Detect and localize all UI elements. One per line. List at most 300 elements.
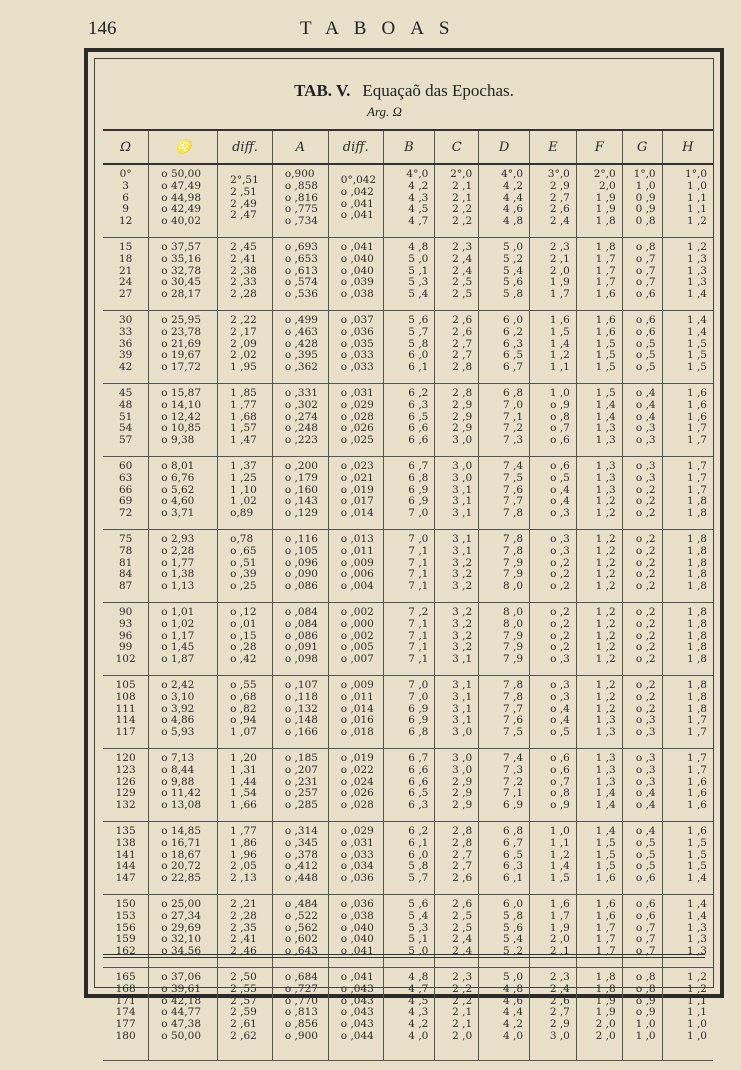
- cell-value: o 8,44: [161, 763, 195, 776]
- cell-value: 1 ,5: [686, 836, 707, 849]
- cell-value: o ,2: [550, 629, 570, 642]
- cell-value: 0 ,8: [635, 215, 656, 228]
- cell-value: 4 ,0: [502, 1029, 524, 1042]
- cell-value: o ,179: [284, 471, 318, 484]
- cell-value: 1 ,7: [549, 288, 570, 301]
- column-header: G: [622, 130, 662, 164]
- cell-value: o 37,06: [161, 971, 201, 983]
- cell-value: 7 ,0: [408, 679, 429, 691]
- cell-value: 42: [118, 361, 133, 374]
- cell-value: 4 ,4: [502, 1006, 524, 1019]
- column-header: ♌: [149, 130, 218, 164]
- cell-value: 1 ,4: [686, 909, 707, 922]
- table-cell: [383, 384, 435, 457]
- cell-value: 1 ,3: [595, 422, 616, 435]
- cell-value: 57: [118, 434, 133, 447]
- cell-value: 7 ,1: [408, 544, 429, 557]
- cell-value: 1 ,8: [595, 215, 616, 228]
- cell-value: o,900: [284, 168, 315, 180]
- cell-value: 2 ,4: [452, 933, 473, 946]
- cell-value: 1 ,8: [595, 241, 616, 253]
- cell-value: 3 ,0: [452, 763, 473, 776]
- cell-value: 7 ,9: [502, 653, 524, 666]
- cell-value: 3 ,0: [549, 1029, 570, 1042]
- cell-value: 90: [118, 606, 133, 618]
- cell-value: 99: [118, 641, 133, 654]
- cell-value: 54: [118, 422, 133, 435]
- cell-value: 1 ,3: [686, 945, 707, 958]
- cell-value: o ,118: [284, 690, 318, 703]
- cell-value: 7 ,0: [408, 507, 429, 520]
- cell-value: o ,107: [284, 679, 318, 691]
- table-cell: [218, 457, 273, 530]
- cell-value: 5 ,4: [408, 288, 429, 301]
- cell-value: 1 ,4: [595, 787, 616, 800]
- cell-value: 1 ,5: [686, 860, 707, 873]
- table-cell: [149, 968, 218, 1061]
- cell-value: o ,3: [635, 726, 656, 739]
- cell-value: 2°,0: [450, 168, 473, 180]
- cell-value: 174: [115, 1006, 136, 1019]
- cell-value: 1 ,7: [686, 483, 707, 496]
- cell-value: 2 ,9: [452, 398, 473, 411]
- cell-value: o ,285: [284, 799, 318, 812]
- cell-value: 1 ,0: [549, 825, 570, 837]
- table-row-block: [103, 749, 713, 822]
- table-cell: [103, 311, 149, 384]
- cell-value: 21: [118, 264, 133, 277]
- cell-value: 120: [115, 752, 136, 764]
- cell-value: 1 ,3: [595, 460, 616, 472]
- table-cell: [576, 238, 622, 311]
- diff-value: o ,01: [230, 617, 257, 630]
- table-cell: [662, 968, 713, 1061]
- cell-value: o ,2: [635, 580, 656, 593]
- cell-value: 8 ,0: [502, 580, 524, 593]
- cell-value: o 9,38: [161, 434, 195, 447]
- diff-value: o ,021: [340, 471, 374, 484]
- cell-value: o ,574: [284, 276, 318, 289]
- table-cell: [662, 822, 713, 895]
- cell-value: 6 ,5: [408, 787, 429, 800]
- cell-value: 7 ,9: [502, 568, 524, 581]
- diff-value: o ,036: [340, 872, 374, 885]
- cell-value: 111: [115, 702, 136, 715]
- cell-value: 7 ,1: [502, 410, 524, 423]
- cell-value: o 47,49: [161, 179, 201, 192]
- cell-value: o 28,17: [161, 288, 201, 301]
- cell-value: 39: [118, 349, 133, 362]
- cell-value: 1 ,2: [595, 653, 616, 666]
- cell-value: o ,9: [635, 994, 656, 1007]
- cell-value: o ,8: [635, 241, 656, 253]
- cell-value: 33: [118, 325, 133, 338]
- cell-value: o ,3: [635, 434, 656, 447]
- table-cell: [383, 749, 435, 822]
- diff-value: o ,94: [230, 714, 257, 727]
- cell-value: 6 ,2: [408, 387, 429, 399]
- cell-value: o 19,67: [161, 349, 201, 362]
- diff-value: o ,25: [230, 580, 257, 593]
- cell-value: 3 ,1: [452, 495, 473, 508]
- cell-value: 1 ,6: [686, 787, 707, 800]
- cell-value: o ,132: [284, 702, 318, 715]
- cell-value: o ,105: [284, 544, 318, 557]
- cell-value: 6 ,9: [502, 799, 524, 812]
- cell-value: 1 ,2: [686, 971, 707, 983]
- cell-value: 2 ,2: [452, 982, 473, 995]
- cell-value: 2°,0: [593, 168, 616, 180]
- cell-value: o ,7: [550, 422, 570, 435]
- cell-value: 6 ,1: [408, 836, 429, 849]
- cell-value: 3°,0: [547, 168, 570, 180]
- cell-value: o 14,10: [161, 398, 201, 411]
- cell-value: 141: [115, 848, 136, 861]
- table-cell: [383, 238, 435, 311]
- cell-value: 2 ,6: [452, 314, 473, 326]
- table-cell: [383, 457, 435, 530]
- cell-value: 2 ,4: [452, 252, 473, 265]
- table-row-block: [103, 238, 713, 311]
- table-cell: [149, 749, 218, 822]
- cell-value: o ,2: [550, 568, 570, 581]
- diff-value: o ,041: [340, 945, 374, 958]
- cell-value: 1 ,0: [686, 1029, 707, 1042]
- table-cell: [530, 749, 577, 822]
- cell-value: 1 ,6: [686, 387, 707, 399]
- cell-value: 60: [118, 460, 133, 472]
- cell-value: o ,231: [284, 775, 318, 788]
- cell-value: 5 ,2: [502, 252, 524, 265]
- table-cell: [662, 457, 713, 530]
- table-cell: [103, 822, 149, 895]
- cell-value: 6 ,8: [408, 726, 429, 739]
- cell-value: 3 ,1: [452, 483, 473, 496]
- cell-value: 1 ,8: [686, 690, 707, 703]
- cell-value: o ,2: [550, 617, 570, 630]
- table-cell: [149, 457, 218, 530]
- cell-value: o 10,85: [161, 422, 201, 435]
- table-cell: [662, 384, 713, 457]
- diff-column: [329, 753, 383, 821]
- running-head: TABOAS: [300, 18, 465, 39]
- cell-value: 8 ,0: [502, 606, 524, 618]
- cell-value: 1 ,5: [686, 361, 707, 374]
- diff-value: o ,043: [340, 982, 374, 995]
- cell-value: 7 ,1: [408, 641, 429, 654]
- cell-value: 1 ,8: [686, 629, 707, 642]
- cell-value: 63: [118, 471, 133, 484]
- cell-value: 2 ,2: [452, 215, 473, 228]
- cell-value: o ,3: [550, 690, 570, 703]
- diff-value: 1 ,02: [230, 495, 257, 508]
- cell-value: 1 ,5: [686, 349, 707, 362]
- table-cell: [435, 603, 479, 676]
- cell-value: 4 ,6: [502, 203, 524, 216]
- cell-value: 1 ,7: [686, 471, 707, 484]
- table-cell: [103, 238, 149, 311]
- table-row-block: [103, 164, 713, 238]
- cell-value: 1 ,3: [595, 726, 616, 739]
- cell-value: o ,3: [635, 752, 656, 764]
- cell-value: 1 ,7: [686, 434, 707, 447]
- cell-value: 15: [118, 241, 133, 253]
- cell-value: 5 ,3: [408, 921, 429, 934]
- cell-value: 6 ,5: [502, 848, 524, 861]
- cell-value: 138: [115, 836, 136, 849]
- cell-value: o ,4: [635, 387, 656, 399]
- table-cell: [328, 311, 383, 384]
- diff-value: 2 ,49: [230, 197, 257, 210]
- table-argument: Arg. Ω: [367, 104, 402, 119]
- bottom-rule: [103, 954, 705, 955]
- cell-value: o 8,01: [161, 460, 195, 472]
- cell-value: o 15,87: [161, 387, 201, 399]
- cell-value: 84: [118, 568, 133, 581]
- cell-value: o ,098: [284, 653, 318, 666]
- cell-value: o ,3: [635, 422, 656, 435]
- cell-value: 9: [122, 203, 129, 216]
- cell-value: o ,3: [635, 460, 656, 472]
- cell-value: o 11,42: [161, 787, 201, 800]
- diff-value: 2 ,51: [230, 185, 257, 198]
- table-cell: [218, 164, 273, 238]
- table-cell: [530, 311, 577, 384]
- cell-value: o ,257: [284, 787, 318, 800]
- cell-value: o 30,45: [161, 276, 201, 289]
- cell-value: o ,116: [284, 533, 318, 545]
- column-header: D: [479, 130, 530, 164]
- diff-value: o ,036: [340, 898, 374, 910]
- cell-value: 7 ,0: [408, 533, 429, 545]
- table-cell: [479, 384, 530, 457]
- cell-value: 1 ,6: [686, 398, 707, 411]
- table-label: TAB. V.: [294, 81, 351, 100]
- cell-value: 1 ,5: [595, 848, 616, 861]
- cell-value: 5 ,8: [502, 288, 524, 301]
- cell-value: o ,345: [284, 836, 318, 849]
- cell-value: 75: [118, 533, 133, 545]
- cell-value: 2 ,4: [452, 945, 473, 958]
- diff-value: o ,040: [340, 264, 374, 277]
- cell-value: 7 ,2: [502, 775, 524, 788]
- cell-value: o ,6: [550, 763, 570, 776]
- diff-value: 0°,042: [340, 174, 377, 186]
- cell-value: 1 ,6: [595, 909, 616, 922]
- cell-value: 1 ,2: [595, 641, 616, 654]
- cell-value: o 1,17: [161, 629, 195, 642]
- cell-value: o ,2: [635, 483, 656, 496]
- table-cell: [272, 384, 328, 457]
- cell-value: 1 ,7: [686, 752, 707, 764]
- cell-value: o ,248: [284, 422, 318, 435]
- diff-value: 2 ,22: [230, 314, 257, 326]
- diff-value: 2 ,45: [230, 241, 257, 253]
- cell-value: o ,4: [550, 483, 570, 496]
- cell-value: o 2,42: [161, 679, 195, 691]
- cell-value: o ,223: [284, 434, 318, 447]
- cell-value: 1 ,2: [686, 241, 707, 253]
- table-cell: [149, 676, 218, 749]
- cell-value: 1 ,8: [686, 556, 707, 569]
- diff-value: o ,024: [340, 775, 374, 788]
- cell-value: o ,207: [284, 763, 318, 776]
- cell-value: 4 ,2: [408, 1018, 429, 1031]
- cell-value: 1 ,1: [549, 836, 570, 849]
- cell-value: 1 ,3: [595, 763, 616, 776]
- table-cell: [272, 968, 328, 1061]
- cell-value: 1 ,4: [686, 325, 707, 338]
- table-cell: [662, 676, 713, 749]
- cell-value: o ,3: [635, 775, 656, 788]
- cell-value: 7 ,1: [408, 629, 429, 642]
- diff-value: o ,033: [340, 361, 374, 374]
- cell-value: o ,302: [284, 398, 318, 411]
- cell-value: 5 ,7: [408, 325, 429, 338]
- diff-value: 2 ,35: [230, 921, 257, 934]
- diff-value: 2 ,09: [230, 337, 257, 350]
- diff-value: o ,019: [340, 483, 374, 496]
- cell-value: 78: [118, 544, 133, 557]
- cell-value: 171: [115, 994, 136, 1007]
- column-header: diff.: [328, 130, 383, 164]
- cell-value: 1 ,8: [686, 702, 707, 715]
- diff-value: o ,42: [230, 653, 257, 666]
- diff-value: 2 ,41: [230, 933, 257, 946]
- diff-value: 1 ,20: [230, 752, 257, 764]
- cell-value: o 34,56: [161, 945, 201, 958]
- table-cell: [149, 530, 218, 603]
- cell-value: o ,428: [284, 337, 318, 350]
- table-cell: [435, 384, 479, 457]
- cell-value: 5 ,7: [408, 872, 429, 885]
- table-cell: [662, 749, 713, 822]
- cell-value: o ,2: [550, 606, 570, 618]
- table-cell: [530, 676, 577, 749]
- cell-value: 1 ,2: [595, 679, 616, 691]
- cell-value: 1 ,3: [595, 434, 616, 447]
- cell-value: 7 ,2: [408, 606, 429, 618]
- cell-value: o 17,72: [161, 361, 201, 374]
- cell-value: 5 ,6: [502, 921, 524, 934]
- cell-value: 1 ,6: [686, 775, 707, 788]
- cell-value: 6 ,8: [502, 387, 524, 399]
- table-cell: [530, 603, 577, 676]
- table-cell: [328, 238, 383, 311]
- cell-value: o ,395: [284, 349, 318, 362]
- cell-value: 4 ,5: [408, 994, 429, 1007]
- cell-value: 1 ,6: [686, 825, 707, 837]
- cell-value: 2 ,5: [452, 288, 473, 301]
- diff-value: o ,040: [340, 933, 374, 946]
- table-cell: [383, 822, 435, 895]
- cell-value: 114: [115, 714, 136, 727]
- cell-value: 4 ,8: [408, 971, 429, 983]
- cell-value: 81: [118, 556, 133, 569]
- cell-value: 6 ,2: [408, 825, 429, 837]
- cell-value: o 25,00: [161, 898, 201, 910]
- cell-value: 1 ,0: [635, 1029, 656, 1042]
- table-cell: [479, 676, 530, 749]
- cell-value: 6 ,3: [502, 860, 524, 873]
- cell-value: 6 ,9: [408, 495, 429, 508]
- cell-value: 144: [115, 860, 136, 873]
- cell-value: 1 ,9: [595, 191, 616, 204]
- diff-column: [329, 607, 383, 675]
- table-cell: [435, 457, 479, 530]
- cell-value: 2 ,4: [549, 215, 570, 228]
- cell-value: 6 ,3: [408, 799, 429, 812]
- diff-value: o ,007: [340, 653, 374, 666]
- cell-value: 1 ,2: [595, 556, 616, 569]
- table-cell: [383, 968, 435, 1061]
- table-cell: [530, 530, 577, 603]
- cell-value: o ,6: [635, 872, 656, 885]
- cell-value: 2 ,7: [452, 349, 473, 362]
- cell-value: 36: [118, 337, 133, 350]
- cell-value: 1 ,5: [595, 361, 616, 374]
- cell-value: o ,084: [284, 617, 318, 630]
- cell-value: 2 ,9: [452, 410, 473, 423]
- cell-value: 1 ,9: [549, 921, 570, 934]
- diff-value: o ,000: [340, 617, 374, 630]
- table-cell: [103, 603, 149, 676]
- cell-value: o 23,78: [161, 325, 201, 338]
- diff-column: [329, 534, 383, 602]
- diff-value: 2 ,17: [230, 325, 257, 338]
- cell-value: 45: [118, 387, 133, 399]
- diff-value: o ,51: [230, 556, 257, 569]
- cell-value: 6: [122, 191, 129, 204]
- cell-value: 1 ,8: [686, 617, 707, 630]
- cell-value: o 35,16: [161, 252, 201, 265]
- cell-value: 165: [115, 971, 136, 983]
- cell-value: 1 ,1: [686, 191, 707, 204]
- epoch-equation-table: [103, 129, 713, 1061]
- cell-value: o ,362: [284, 361, 318, 374]
- cell-value: 1 ,6: [549, 898, 570, 910]
- cell-value: 7 ,1: [408, 568, 429, 581]
- table-cell: [576, 457, 622, 530]
- cell-value: 1 ,7: [595, 933, 616, 946]
- diff-column: [218, 607, 272, 675]
- diff-value: 2 ,50: [230, 971, 257, 983]
- table-cell: [479, 238, 530, 311]
- cell-value: o ,5: [635, 836, 656, 849]
- cell-value: 1 ,2: [686, 982, 707, 995]
- cell-value: 1 ,6: [595, 898, 616, 910]
- cell-value: 72: [118, 507, 133, 520]
- cell-value: 6 ,9: [408, 714, 429, 727]
- diff-value: 1 ,86: [230, 836, 257, 849]
- cell-value: 1 ,7: [549, 909, 570, 922]
- diff-column: [218, 972, 272, 1060]
- diff-value: 2 ,47: [230, 209, 257, 222]
- column-header: Ω: [103, 130, 149, 164]
- table-cell: [576, 822, 622, 895]
- cell-value: o ,653: [284, 252, 318, 265]
- cell-value: 2 ,9: [549, 1018, 570, 1031]
- diff-value: o ,043: [340, 1018, 374, 1031]
- table-cell: [103, 530, 149, 603]
- cell-value: 4 ,8: [502, 215, 524, 228]
- cell-value: 1 ,3: [686, 264, 707, 277]
- diff-value: o ,036: [340, 325, 374, 338]
- table-cell: [576, 384, 622, 457]
- cell-value: 1 ,7: [686, 726, 707, 739]
- cell-value: 105: [115, 679, 136, 691]
- diff-value: o ,041: [340, 209, 374, 222]
